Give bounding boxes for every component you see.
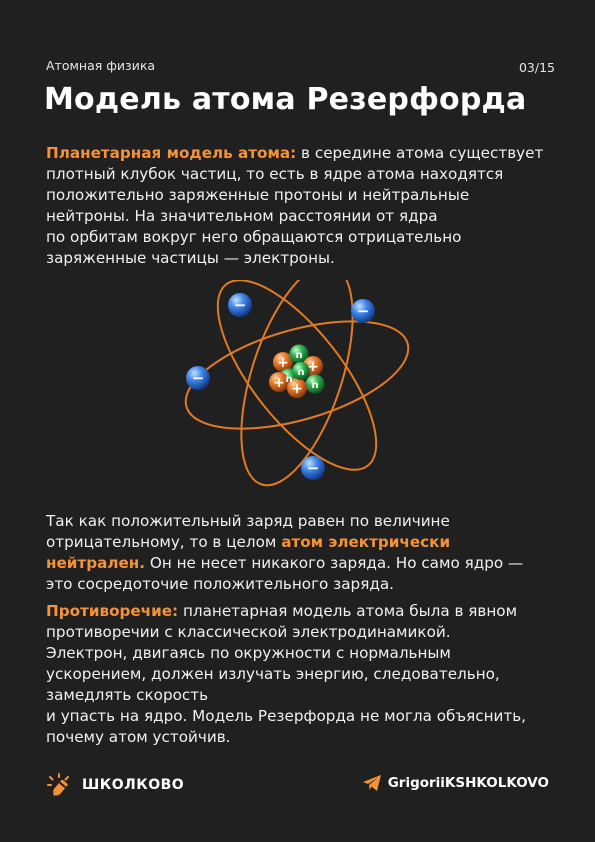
highlight-term: нейтрален.	[46, 554, 146, 572]
electron-sign: −	[233, 296, 247, 314]
electron-sign: −	[356, 302, 370, 320]
paragraph-planetary-model	[46, 143, 556, 269]
proton-sign: +	[307, 359, 319, 375]
paragraph-contradiction	[46, 601, 556, 748]
text-line: Так как положительный заряд равен по величине	[46, 512, 450, 530]
page-title: Модель атома Резерфорда	[44, 82, 527, 117]
text-line: ускорением, должен излучать энергию, следовательно,	[46, 665, 500, 683]
highlight-term: Противоречие:	[46, 602, 179, 620]
electron-sign: −	[306, 459, 320, 477]
text-line: по орбитам вокруг него обращаются отрицательно	[46, 228, 462, 246]
text-line	[46, 601, 556, 622]
highlight-term: Планетарная модель атома:	[46, 144, 297, 162]
text-line: и упасть на ядро. Модель Резерфорда не могла объяснить,	[46, 707, 527, 725]
proton-sign: +	[277, 355, 289, 371]
top-bar	[46, 58, 555, 76]
brand-name: ШКОЛКОВО	[82, 777, 185, 793]
text-span: отрицательному, то в целом	[46, 533, 282, 551]
highlight-term: атом электрически	[281, 533, 451, 551]
text-line: плотный клубок частиц, то есть в ядре атома находятся	[46, 165, 504, 183]
text-line	[46, 143, 556, 164]
text-span: Он не несет никакого заряда. Но само ядро —	[145, 554, 524, 572]
text-line	[46, 532, 556, 553]
subject-label: Атомная физика	[46, 58, 156, 73]
proton-sign: +	[291, 381, 303, 397]
electron-sign: −	[191, 369, 205, 387]
text-line: положительно заряженные протоны и нейтральные	[46, 186, 470, 204]
text-line: заряженные частицы — электроны.	[46, 249, 335, 267]
text-line	[46, 553, 556, 574]
text-line: это сосредоточие положительного заряда.	[46, 575, 394, 593]
text-line: противоречии с классической электродинамикой.	[46, 623, 451, 641]
text-span: в середине атома существует	[296, 144, 544, 162]
page-number: 03/15	[518, 60, 555, 75]
proton-sign: +	[273, 375, 285, 391]
neutron-sign: n	[295, 350, 303, 361]
sparkle-pencil-icon	[46, 772, 72, 798]
atom-illustration	[175, 280, 420, 490]
atom-diagram	[175, 280, 420, 490]
telegram-link[interactable]	[362, 774, 549, 792]
text-span: планетарная модель атома была в явном	[178, 602, 518, 620]
footer	[46, 772, 549, 800]
telegram-handle: GrigoriiKSHKOLKOVO	[387, 775, 549, 791]
paragraph-neutrality	[46, 511, 556, 595]
telegram-icon	[362, 774, 382, 792]
brand-logo[interactable]	[46, 772, 184, 798]
neutron-sign: n	[285, 374, 293, 385]
neutron-sign: n	[297, 367, 305, 378]
neutron-sign: n	[311, 380, 319, 391]
text-line: нейтроны. На значительном расстоянии от ядра	[46, 207, 438, 225]
text-line: Электрон, двигаясь по окружности с нормальным	[46, 644, 451, 662]
text-line: почему атом устойчив.	[46, 728, 231, 746]
text-line: замедлять скорость	[46, 686, 209, 704]
